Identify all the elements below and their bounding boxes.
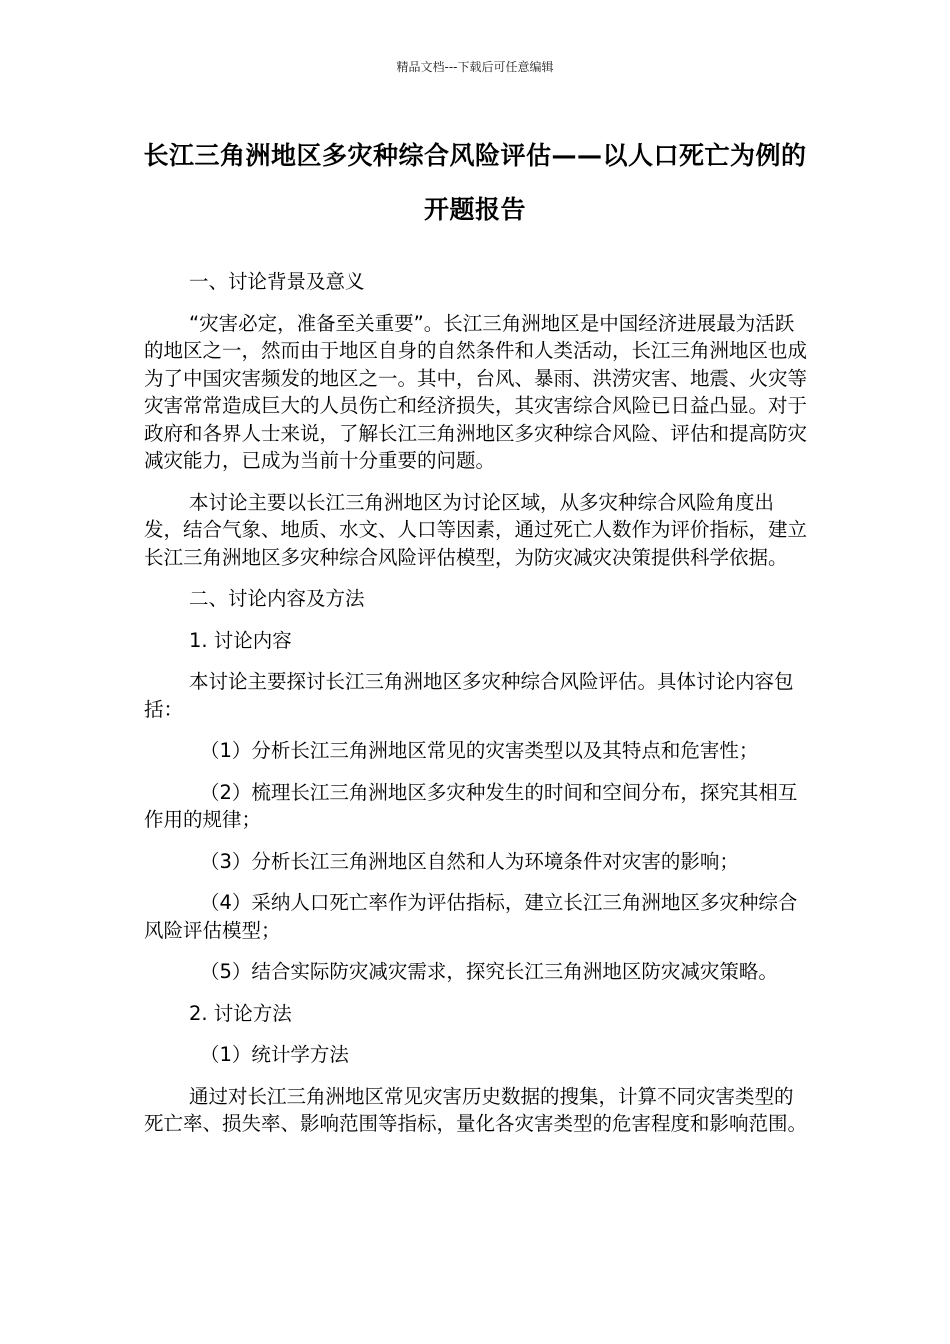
list-item: （4）采纳人口死亡率作为评估指标，建立长江三角洲地区多灾种综合风险评估模型； (144, 891, 798, 942)
paragraph: “灾害必定，准备至关重要”。长江三角洲地区是中国经济进展最为活跃的地区之一，然而由于地区自身的自然条件和人类活动，长江三角洲地区也成为了中国灾害频发的地区之一。其中，台风、暴雨、洪涝灾害、地震、火灾等灾害常常造成巨大的人员伤亡和经济损失，其灾害综合风险已日益凸显。对于政府和各界人士来说，了解长江三角洲地区多灾种综合风险、评估和提高防灾减灾能力，已成为当前十分重要的问题。 (144, 311, 808, 472)
paragraph: 本讨论主要探讨长江三角洲地区多灾种综合风险评估。具体讨论内容包括： (144, 670, 794, 721)
document-title: 长江三角洲地区多灾种综合风险评估——以人口死亡为例的开题报告 (143, 141, 807, 224)
section-heading-1: 一、讨论背景及意义 (189, 270, 365, 293)
method-heading: （1）统计学方法 (200, 1043, 349, 1066)
paragraph: 本讨论主要以长江三角洲地区为讨论区域，从多灾种综合风险角度出发，结合气象、地质、水文、人口等因素，通过死亡人数作为评价指标，建立长江三角洲地区多灾种综合风险评估模型，为防灾减灾决策提供科学依据。 (144, 490, 808, 569)
header-note: 精品文档---下载后可任意编辑 (396, 60, 554, 74)
list-item: （1）分析长江三角洲地区常见的灾害类型以及其特点和危害性； (200, 739, 759, 762)
list-item: （3）分析长江三角洲地区自然和人为环境条件对灾害的影响； (200, 849, 739, 873)
subsection-heading-2: 2. 讨论方法 (189, 1001, 292, 1025)
list-item: （5）结合实际防灾减灾需求，探究长江三角洲地区防灾减灾策略。 (200, 960, 778, 983)
list-item: （2）梳理长江三角洲地区多灾种发生的时间和空间分布，探究其相互作用的规律； (144, 780, 798, 831)
subsection-heading-1: 1. 讨论内容 (189, 628, 292, 652)
section-heading-2: 二、讨论内容及方法 (189, 587, 365, 610)
paragraph: 通过对长江三角洲地区常见灾害历史数据的搜集，计算不同灾害类型的死亡率、损失率、影响范围等指标，量化各灾害类型的危害程度和影响范围。 (144, 1084, 808, 1135)
document-body (144, 268, 808, 1152)
